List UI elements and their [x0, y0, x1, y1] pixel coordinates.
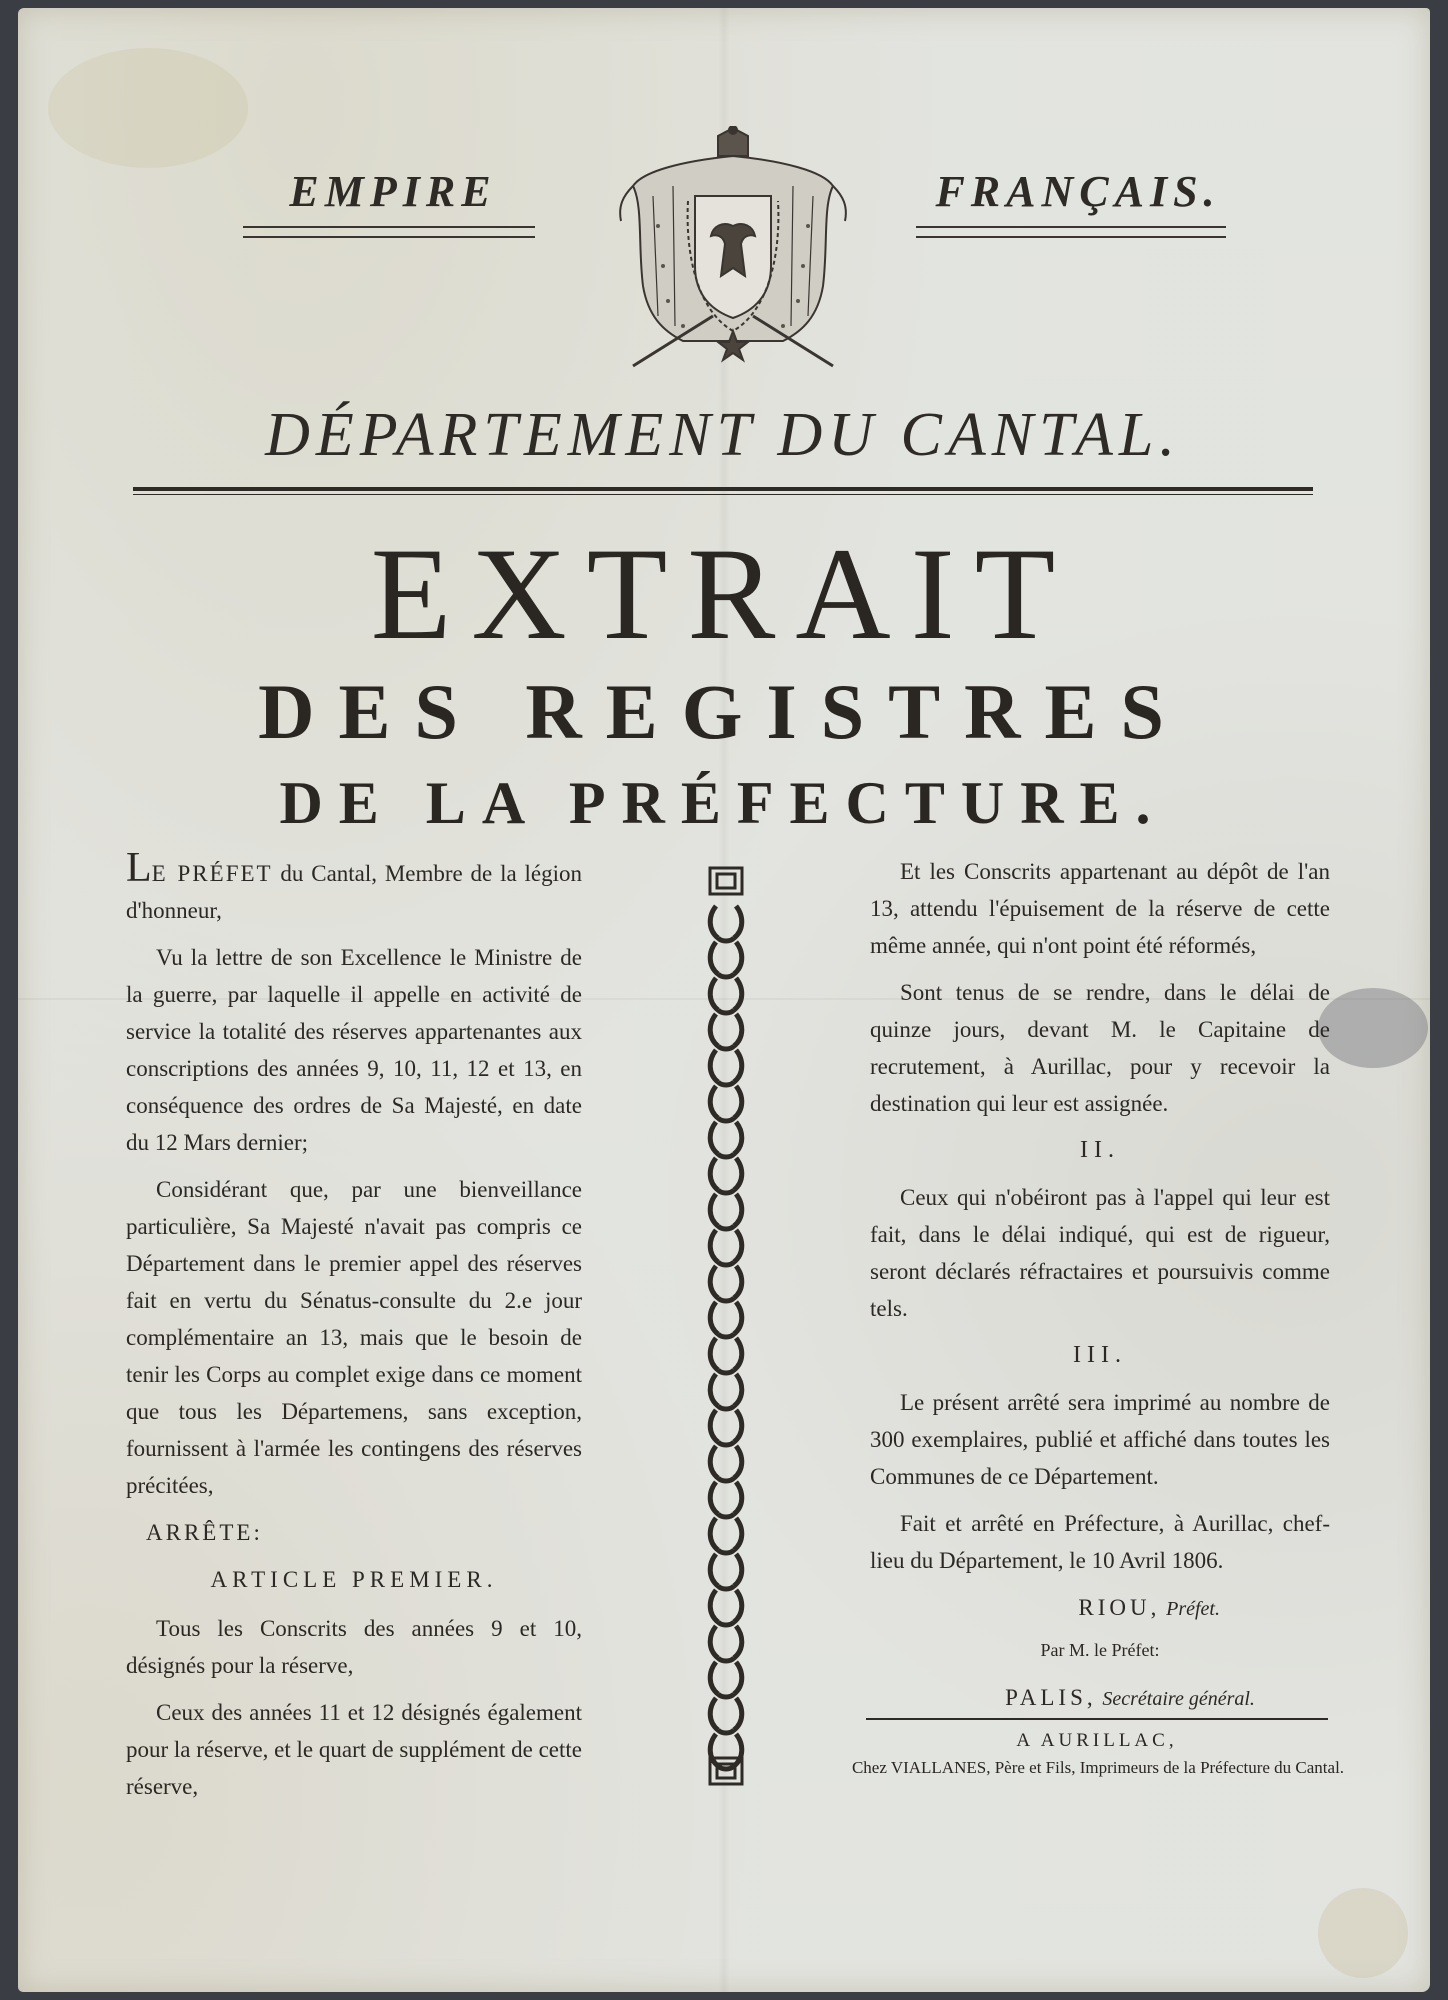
chain-link	[710, 1230, 742, 1265]
right-paragraph-1: Et les Conscrits appartenant au dépôt de l'an 13, attendu l'épuisement de la réserve de cette même année, qui n'ont point été réformés,	[870, 859, 1330, 958]
right-column	[870, 853, 1330, 1728]
article-3-heading: III.	[1073, 1342, 1127, 1368]
department-rule-thin	[133, 494, 1313, 495]
title-de-la-prefecture: DE LA PRÉFECTURE.	[279, 770, 1167, 836]
chain-link	[710, 1590, 742, 1625]
department-title: DÉPARTEMENT DU CANTAL.	[265, 401, 1181, 469]
chain-link	[710, 1554, 742, 1589]
chain-link	[710, 1698, 742, 1733]
par-le-prefet: Par M. le Préfet:	[1040, 1640, 1160, 1660]
chain-link	[710, 1266, 742, 1301]
header-empire: EMPIRE	[289, 167, 497, 216]
drop-cap: L	[126, 845, 152, 891]
left-paragraph-3: Tous les Conscrits des années 9 et 10, désignés pour la réserve,	[126, 1616, 582, 1678]
left-column	[126, 845, 582, 1815]
header-rule-left	[243, 226, 535, 238]
chain-link	[710, 1518, 742, 1553]
secretary-name: PALIS,	[1005, 1685, 1097, 1710]
chain-link	[710, 906, 742, 941]
title-des-registres: DES REGISTRES	[258, 668, 1188, 755]
chain-link	[710, 1086, 742, 1121]
chain-link	[710, 1194, 742, 1229]
arrete-heading: ARRÊTE:	[146, 1520, 263, 1545]
intro-text: du Cantal, Membre de la légion d'honneur,	[126, 861, 582, 923]
imprint-printer: Chez VIALLANES, Père et Fils, Imprimeurs de la Préfecture du Cantal.	[851, 1758, 1345, 1777]
left-paragraph-1: Vu la lettre de son Excellence le Ministre de la guerre, par laquelle il appelle en activité de service la totalité des réserves appartenantes aux conscriptions des années 9, 10, 11, 12 et 13, en conséquence des ordres de Sa Majesté, en date du 12 Mars dernier;	[126, 945, 582, 1155]
chain-link	[710, 1662, 742, 1697]
prefect-name: RIOU,	[1078, 1595, 1161, 1620]
chain-link	[710, 1014, 742, 1049]
right-paragraph-3: Ceux qui n'obéiront pas à l'appel qui leur est fait, dans le délai indiqué, qui est de rigueur, seront déclarés réfractaires et poursuivis comme tels.	[870, 1185, 1330, 1321]
imprint-city: A AURILLAC,	[1016, 1730, 1178, 1751]
left-paragraph-2: Considérant que, par une bienveillance particulière, Sa Majesté n'avait pas compris ce Département dans le premier appel des réserves fait en vertu du Sénatus-consulte du 2.e jour complémentaire an 13, mais que le besoin de tenir les Corps au complet exige dans ce moment que tous les Départemens, sans exception, fournissent à l'armée les contingens des réserves précitées,	[126, 1177, 582, 1498]
right-paragraph-5: Fait et arrêté en Préfecture, à Aurillac, chef-lieu du Département, le 10 Avril 1806.	[870, 1511, 1330, 1573]
intro-smallcaps: E PRÉFET	[151, 861, 273, 886]
poster-sheet	[18, 8, 1430, 1992]
chain-link	[710, 978, 742, 1013]
chain-link	[710, 1626, 742, 1661]
secretary-title: Secrétaire général.	[1102, 1688, 1255, 1710]
chain-link	[710, 942, 742, 977]
imperial-coat-of-arms-icon	[613, 126, 853, 371]
prefect-signature	[870, 1589, 1330, 1628]
water-stain	[1318, 1888, 1408, 1978]
department-rule	[133, 487, 1313, 491]
left-paragraph-4: Ceux des années 11 et 12 désignés également pour la réserve, et le quart de supplément de cette réserve,	[126, 1700, 582, 1799]
right-paragraph-2: Sont tenus de se rendre, dans le délai de quinze jours, devant M. le Capitaine de recrutement, à Aurillac, pour y recevoir la destination qui leur est assignée.	[870, 980, 1330, 1116]
chain-link	[710, 1446, 742, 1481]
title-extrait: EXTRAIT	[370, 520, 1076, 667]
article-2-heading: II.	[1080, 1137, 1120, 1163]
water-stain	[1318, 988, 1428, 1068]
prefect-title: Préfet.	[1166, 1598, 1220, 1620]
chain-link	[710, 1122, 742, 1157]
chain-link	[710, 1302, 742, 1337]
chain-link	[710, 1158, 742, 1193]
chain-link	[710, 1410, 742, 1445]
chain-link	[710, 1482, 742, 1517]
secretary-signature	[870, 1679, 1330, 1718]
chain-border-ornament	[704, 866, 748, 1786]
chain-link	[710, 1374, 742, 1409]
article-premier-heading: ARTICLE PREMIER.	[210, 1567, 498, 1592]
header-rule-right	[916, 226, 1226, 238]
chain-link	[710, 1050, 742, 1085]
chain-link	[710, 1338, 742, 1373]
right-paragraph-4: Le présent arrêté sera imprimé au nombre de 300 exemplaires, publié et affiché dans toutes les Communes de ce Département.	[870, 1390, 1330, 1489]
water-stain	[48, 48, 248, 168]
imprint-rule	[866, 1718, 1328, 1720]
header-francais: FRANÇAIS.	[935, 167, 1221, 216]
intro-paragraph	[126, 845, 582, 929]
